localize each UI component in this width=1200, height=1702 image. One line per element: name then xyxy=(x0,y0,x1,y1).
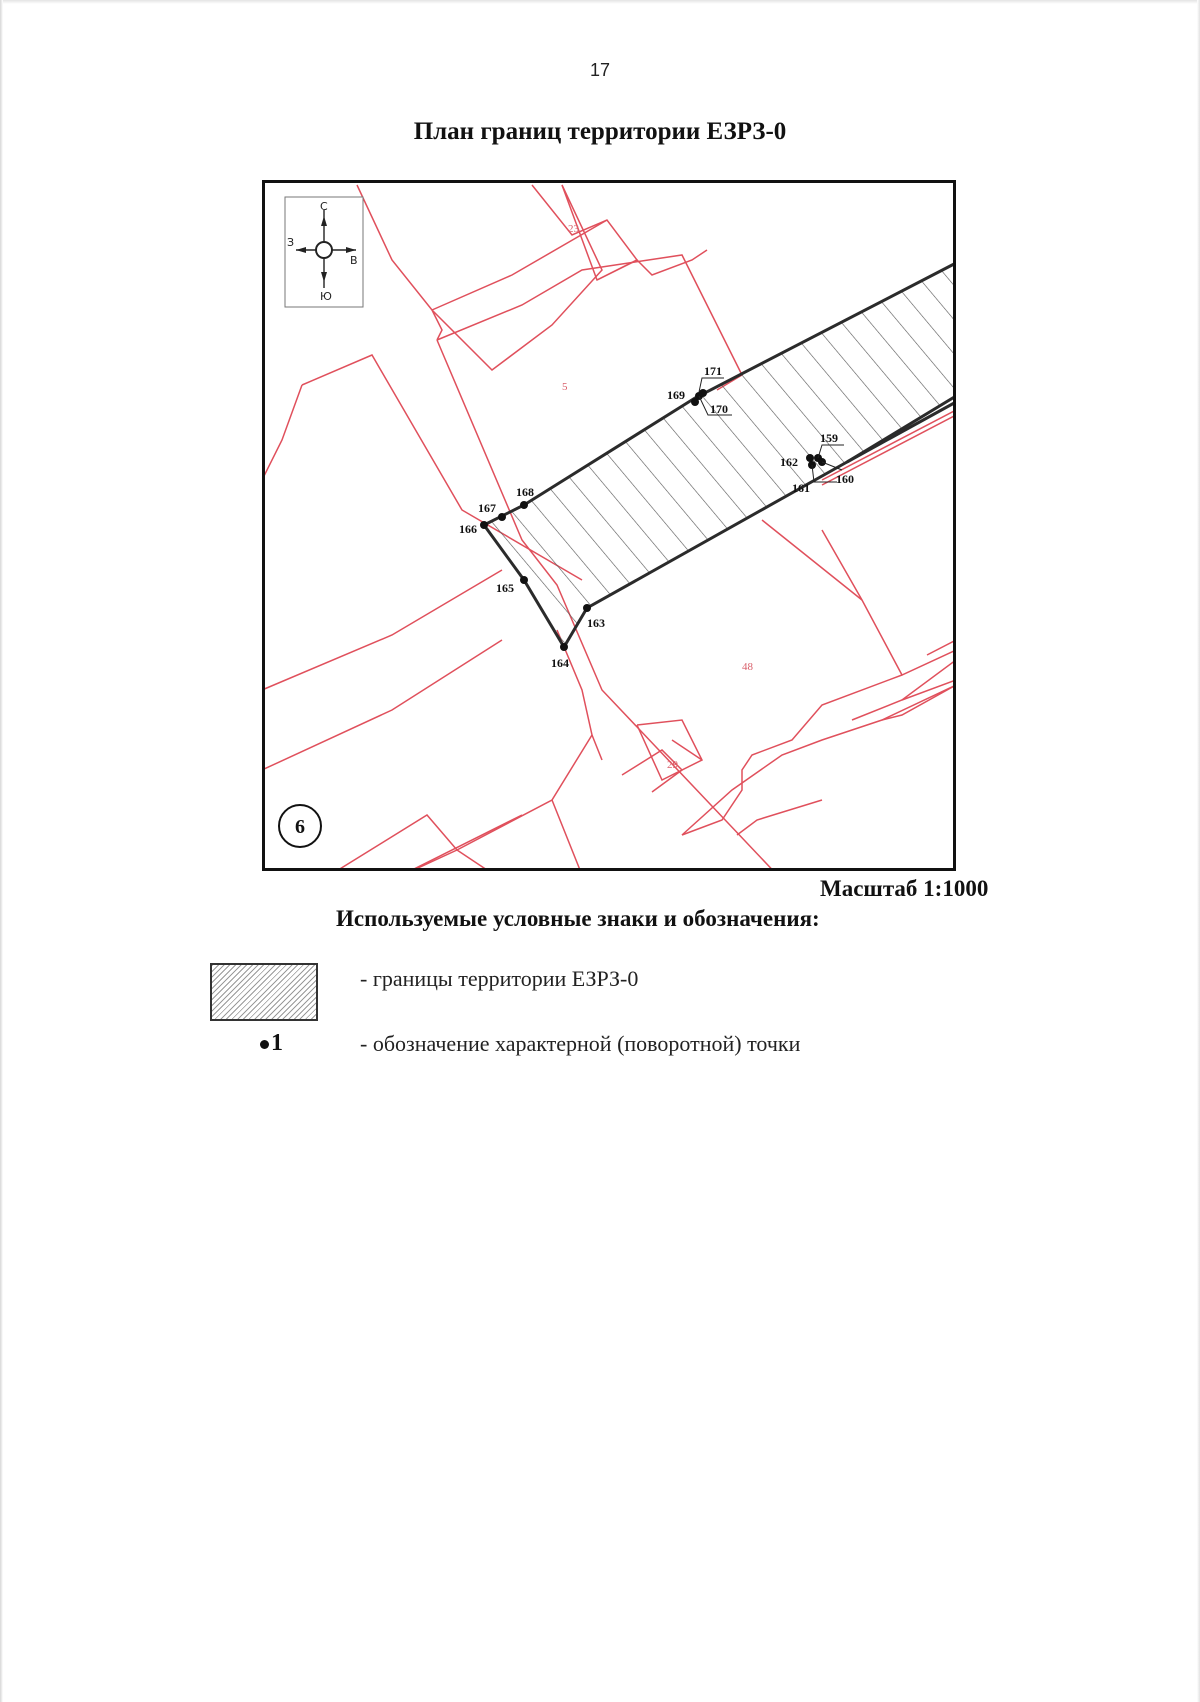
point-marker-163 xyxy=(583,604,591,612)
page-edge-top xyxy=(0,0,1200,4)
legend-point-text: - обозначение характерной (поворотной) точки xyxy=(360,1031,801,1056)
point-marker-162 xyxy=(806,454,814,462)
point-label-168: 168 xyxy=(516,485,534,499)
point-label-171: 171 xyxy=(704,364,722,378)
compass-south: Ю xyxy=(320,290,332,303)
point-marker-171 xyxy=(699,389,707,397)
compass-east: В xyxy=(350,254,358,267)
legend-title: Используемые условные знаки и обозначения: xyxy=(336,906,820,931)
boundary-map xyxy=(262,180,956,871)
parcel-label-23: 23 xyxy=(568,223,579,235)
point-label-167: 167 xyxy=(478,501,496,515)
point-label-163: 163 xyxy=(587,616,605,630)
legend-point-number: 1 xyxy=(271,1030,283,1056)
point-label-170: 170 xyxy=(710,402,728,416)
legend-point-symbol xyxy=(260,1030,300,1060)
compass-rose xyxy=(285,197,363,307)
point-label-162: 162 xyxy=(780,455,798,469)
point-label-161: 161 xyxy=(792,481,810,495)
point-marker-167 xyxy=(498,513,506,521)
point-label-159: 159 xyxy=(820,431,838,445)
point-dot-icon xyxy=(260,1040,269,1049)
compass-west: З xyxy=(287,236,295,249)
legend-zone-text: - границы территории ЕЗРЗ-0 xyxy=(360,966,639,991)
point-marker-164 xyxy=(560,643,568,651)
parcel-label-29: 29 xyxy=(667,759,678,771)
parcel-label-5: 5 xyxy=(562,381,568,393)
point-marker-165 xyxy=(520,576,528,584)
page-title: План границ территории ЕЗРЗ-0 xyxy=(413,118,787,145)
point-label-166: 166 xyxy=(459,522,477,536)
compass-north: С xyxy=(320,200,328,213)
point-label-169: 169 xyxy=(667,388,685,402)
page-number: 17 xyxy=(589,60,611,80)
point-label-165: 165 xyxy=(496,581,514,595)
parcel-label-48: 48 xyxy=(742,661,753,673)
legend-hatch-swatch xyxy=(210,963,318,1021)
point-marker-166 xyxy=(480,521,488,529)
point-label-160: 160 xyxy=(836,472,854,486)
point-marker-168 xyxy=(520,501,528,509)
page-edge-left xyxy=(0,0,3,1702)
map-scale: Масштаб 1:1000 xyxy=(820,876,989,901)
sheet-number-badge xyxy=(279,805,321,847)
sheet-number: 6 xyxy=(295,816,305,838)
point-label-164: 164 xyxy=(551,656,569,670)
